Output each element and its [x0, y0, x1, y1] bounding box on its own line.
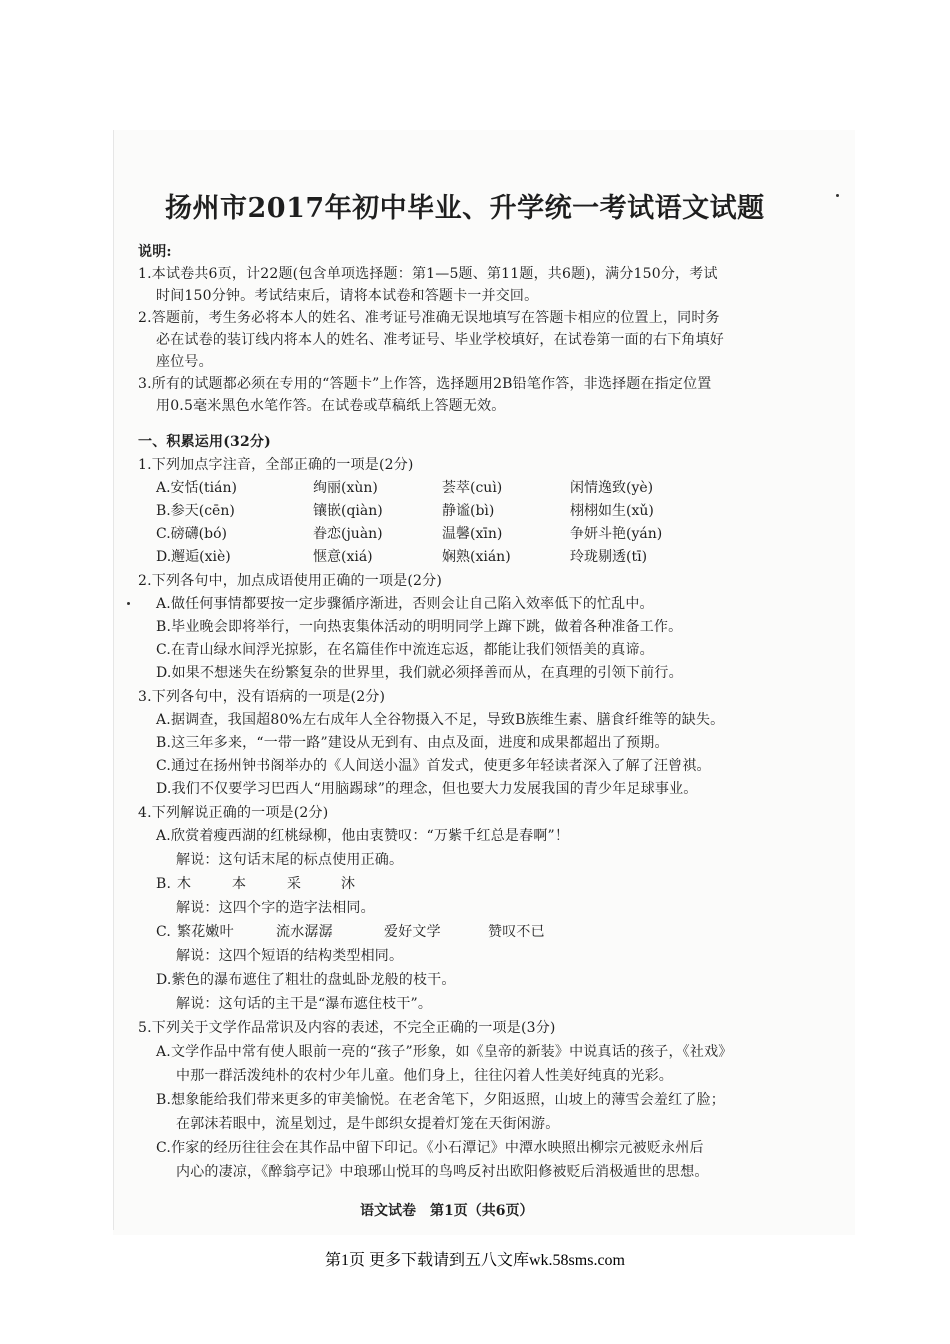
q2-option-b: B.毕业晚会即将举行，一向热衷集体活动的明明同学上蹿下跳，做着各种准备工作。	[156, 619, 683, 635]
q4-option-b-label: B.	[156, 876, 172, 892]
q4-option-c-note: 解说：这四个短语的结构类型相同。	[176, 948, 404, 964]
q4-option-c-phrase-4: 赞叹不已	[488, 924, 545, 940]
q1-stem: 1.下列加点字注音，全部正确的一项是(2分)	[138, 457, 414, 473]
q1-option-a-3: 荟萃(cuì)	[442, 480, 503, 496]
q1-option-a-2: 绚丽(xùn)	[313, 480, 378, 496]
q4-option-c-phrase-3: 爱好文学	[384, 924, 441, 940]
download-site-footer: 第1页 更多下载请到五八文库wk.58sms.com	[324, 1252, 625, 1269]
q2-stem: 2.下列各句中，加点成语使用正确的一项是(2分)	[138, 573, 442, 589]
q1-option-d-3: 娴熟(xián)	[442, 549, 511, 565]
note-3-line-2: 用0.5毫米黑色水笔作答。在试卷或草稿纸上答题无效。	[156, 398, 506, 414]
q1-option-a-4: 闲情逸致(yè)	[570, 480, 654, 496]
scan-edge	[113, 130, 114, 1230]
q1-option-b-2: 镶嵌(qiàn)	[313, 503, 383, 519]
section-1-heading: 一、积累运用(32分)	[138, 434, 271, 450]
q1-option-c-2: 眷恋(juàn)	[313, 526, 383, 542]
q4-option-d: D.紫色的瀑布遮住了粗壮的盘虬卧龙般的枝干。	[156, 972, 456, 988]
q4-option-c-label: C.	[156, 924, 172, 940]
note-1-line-1: 1.本试卷共6页，计22题(包含单项选择题：第1—5题、第11题，共6题)，满分150分，考试	[138, 266, 718, 282]
q3-option-a: A.据调查，我国超80%左右成年人全谷物摄入不足，导致B族维生素、膳食纤维等的缺失。	[156, 712, 725, 728]
q1-option-b-1: B.参天(cēn)	[156, 503, 235, 519]
q4-option-b-note: 解说：这四个字的造字法相同。	[176, 900, 375, 916]
q4-option-b-char-4: 沐	[341, 876, 356, 892]
q2-option-d: D.如果不想迷失在纷繁复杂的世界里，我们就必须择善而从，在真理的引领下前行。	[156, 665, 683, 681]
scan-speck	[127, 602, 130, 605]
q3-stem: 3.下列各句中，没有语病的一项是(2分)	[138, 689, 386, 705]
q5-option-a-line-1: A.文学作品中常有使人眼前一亮的“孩子”形象，如《皇帝的新装》中说真话的孩子，《社戏》	[156, 1044, 733, 1060]
q4-stem: 4.下列解说正确的一项是(2分)	[138, 805, 329, 821]
q3-option-b: B.这三年多来，“一带一路”建设从无到有、由点及面，进度和成果都超出了预期。	[156, 735, 669, 751]
note-2-line-2: 必在试卷的装订线内将本人的姓名、准考证号、毕业学校填好，在试卷第一面的右下角填好	[156, 332, 724, 348]
q1-option-b-4: 栩栩如生(xǔ)	[570, 503, 654, 519]
note-1-line-2: 时间150分钟。考试结束后，请将本试卷和答题卡一并交回。	[156, 288, 539, 304]
q1-option-c-3: 温馨(xīn)	[442, 526, 503, 542]
q4-option-b-char-2: 本	[232, 876, 247, 892]
q5-option-a-line-2: 中那一群活泼纯朴的农村少年儿童。他们身上，往往闪着人性美好纯真的光彩。	[176, 1068, 673, 1084]
q1-option-d-4: 玲珑剔透(tī)	[570, 549, 648, 565]
q1-option-d-2: 惬意(xiá)	[313, 549, 373, 565]
q4-option-a: A.欣赏着瘦西湖的红桃绿柳，他由衷赞叹：“万紫千红总是春啊”！	[156, 828, 570, 844]
q5-stem: 5.下列关于文学作品常识及内容的表述，不完全正确的一项是(3分)	[138, 1020, 556, 1036]
q4-option-a-note: 解说：这句话末尾的标点使用正确。	[176, 852, 404, 868]
q4-option-b-char-1: 木	[177, 876, 192, 892]
q3-option-c: C.通过在扬州钟书阁举办的《人间送小温》首发式，使更多年轻读者深入了解了汪曾祺。	[156, 758, 711, 774]
q5-option-b-line-1: B.想象能给我们带来更多的审美愉悦。在老舍笔下，夕阳返照，山坡上的薄雪会羞红了脸；	[156, 1092, 725, 1108]
q2-option-c: C.在青山绿水间浮光掠影，在名篇佳作中流连忘返，都能让我们领悟美的真谛。	[156, 642, 654, 658]
exam-title: 扬州市2017年初中毕业、升学统一考试语文试题	[165, 193, 765, 224]
note-2-line-1: 2.答题前，考生务必将本人的姓名、准考证号准确无误地填写在答题卡相应的位置上，同时务	[138, 310, 720, 326]
q4-option-d-note: 解说：这句话的主干是“瀑布遮住枝干”。	[176, 996, 433, 1012]
q4-option-c-phrase-1: 繁花嫩叶	[177, 924, 234, 940]
q1-option-b-3: 静谧(bì)	[442, 503, 495, 519]
q1-option-a-1: A.安恬(tián)	[156, 480, 237, 496]
q4-option-b-char-3: 采	[287, 876, 302, 892]
exam-page-footer: 语文试卷 第1页（共6页）	[360, 1203, 534, 1219]
q2-option-a: A.做任何事情都要按一定步骤循序渐进，否则会让自己陷入效率低下的忙乱中。	[156, 596, 654, 612]
q5-option-b-line-2: 在郭沫若眼中，流星划过，是牛郎织女提着灯笼在天街闲游。	[176, 1116, 560, 1132]
note-3-line-1: 3.所有的试题都必须在专用的“答题卡”上作答，选择题用2B铅笔作答，非选择题在指定位置	[138, 376, 712, 392]
note-2-line-3: 座位号。	[156, 354, 213, 370]
q1-option-d-1: D.邂逅(xiè)	[156, 549, 231, 565]
q5-option-c-line-2: 内心的凄凉，《醉翁亭记》中琅琊山悦耳的鸟鸣反衬出欧阳修被贬后消极遁世的思想。	[176, 1164, 709, 1180]
q3-option-d: D.我们不仅要学习巴西人“用脑踢球”的理念，但也要大力发展我国的青少年足球事业。	[156, 781, 698, 797]
q1-option-c-1: C.磅礴(bó)	[156, 526, 227, 542]
scan-speck	[836, 194, 839, 197]
q1-option-c-4: 争妍斗艳(yán)	[570, 526, 663, 542]
q5-option-c-line-1: C.作家的经历往往会在其作品中留下印记。《小石潭记》中潭水映照出柳宗元被贬永州后	[156, 1140, 704, 1156]
notes-heading: 说明:	[138, 244, 172, 260]
q4-option-c-phrase-2: 流水潺潺	[276, 924, 333, 940]
